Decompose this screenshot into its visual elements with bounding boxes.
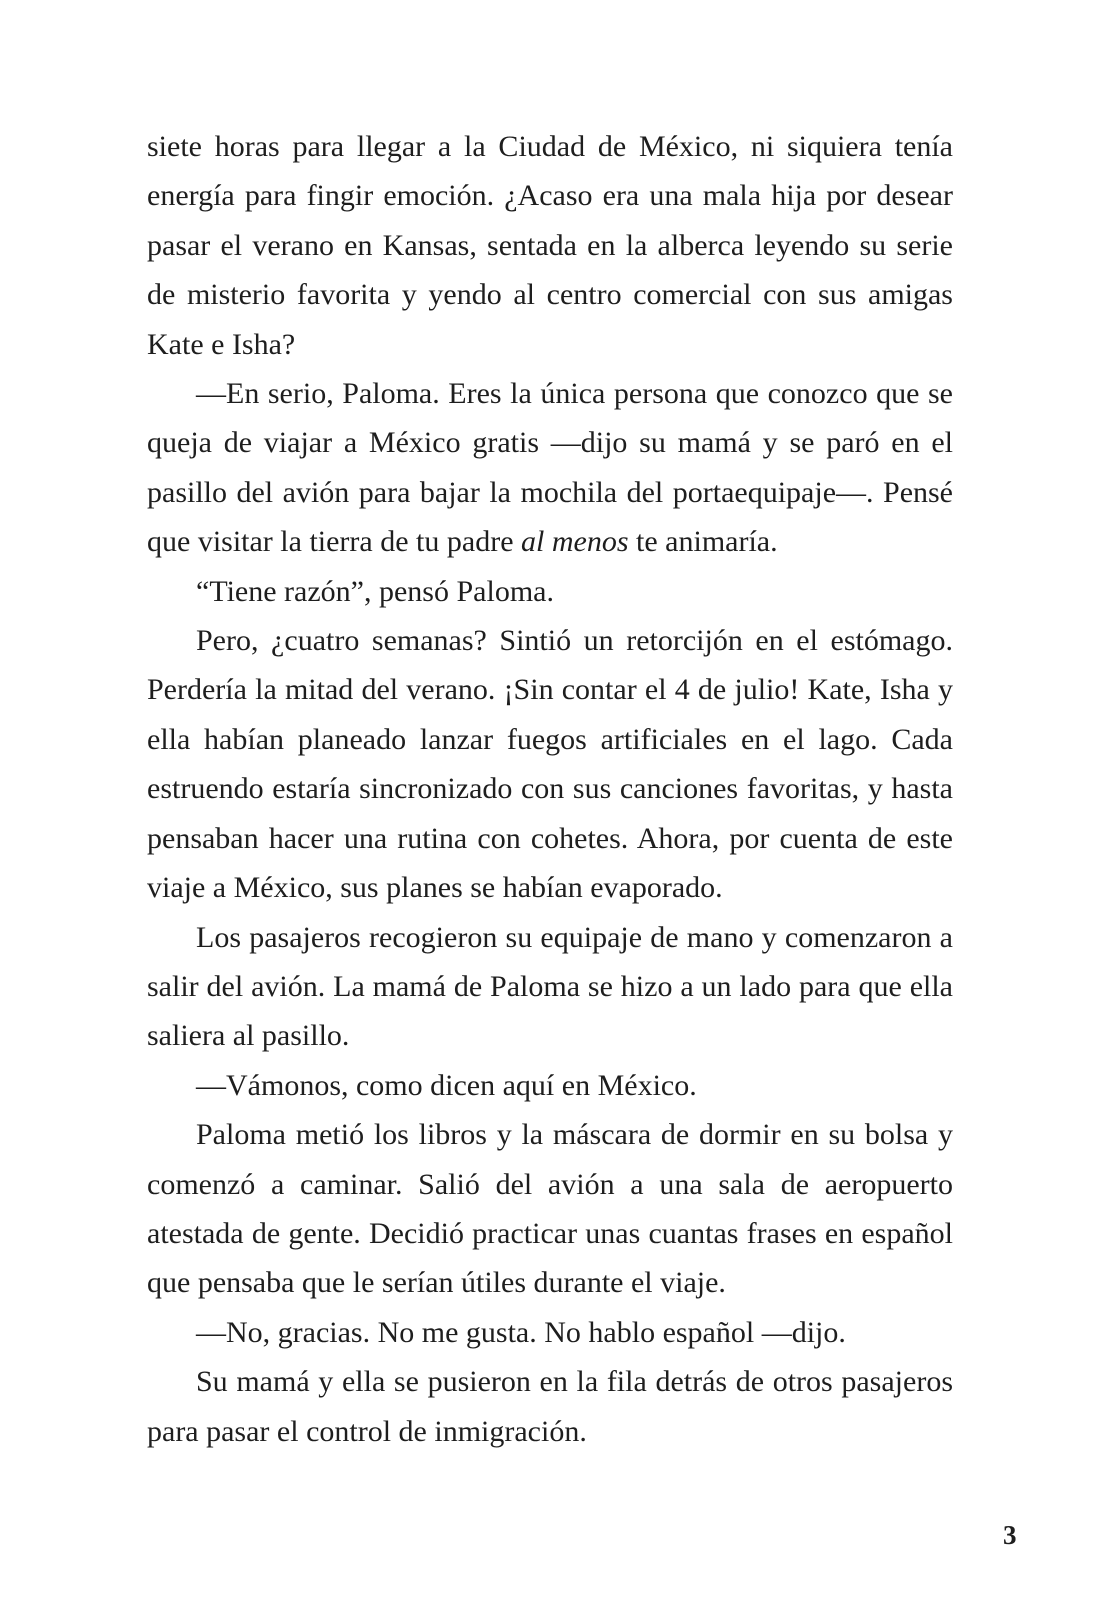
paragraph (147, 567, 953, 616)
paragraph-text: Pero, ¿cuatro semanas? Sintió un retorcijón en el estómago. Perdería la mitad del verano. ¡Sin contar el 4 de julio! Kate, Isha y ella habían planeado lanzar fuegos artificiales en el lago. Cada estruendo estaría sincronizado con sus canciones favoritas, y hasta pensaban hacer una rutina con cohetes. Ahora, por cuenta de este viaje a México, sus planes se habían evaporado. (147, 624, 953, 905)
paragraph (147, 616, 953, 912)
paragraph (147, 1357, 953, 1456)
paragraph (147, 369, 953, 567)
paragraph (147, 1061, 953, 1110)
paragraph-text: “Tiene razón”, pensó Paloma. (196, 574, 554, 608)
paragraph-text: Los pasajeros recogieron su equipaje de mano y comenzaron a salir del avión. La mamá de Paloma se hizo a un lado para que ella saliera al pasillo. (147, 920, 953, 1053)
paragraph (147, 1110, 953, 1308)
paragraph-text: —No, gracias. No me gusta. No hablo español —dijo. (196, 1315, 846, 1349)
paragraph-text: siete horas para llegar a la Ciudad de México, ni siquiera tenía energía para fingir emoción. ¿Acaso era una mala hija por desear pasar el verano en Kansas, sentada en la alberca leyendo su serie de misterio favorita y yendo al centro comercial con sus amigas Kate e Isha? (147, 130, 953, 361)
paragraph-text: te animaría. (628, 525, 778, 559)
paragraph (147, 122, 953, 369)
paragraph (147, 1308, 953, 1357)
paragraph-text: Su mamá y ella se pusieron en la fila detrás de otros pasajeros para pasar el control de inmigración. (147, 1365, 953, 1448)
paragraph-text: —En serio, Paloma. Eres la única persona que conozco que se queja de viajar a México gratis —dijo su mamá y se paró en el pasillo del avión para bajar la mochila del portaequipaje—. Pensé que visitar la tierra de tu padre (147, 377, 953, 559)
emphasis-text: al menos (521, 525, 629, 559)
page-number: 3 (1003, 1520, 1017, 1550)
paragraph-text: Paloma metió los libros y la máscara de dormir en su bolsa y comenzó a caminar. Salió del avión a una sala de aeropuerto atestada de gente. Decidió practicar unas cuantas frases en español que pensaba que le serían útiles durante el viaje. (147, 1118, 953, 1300)
paragraph-text: —Vámonos, como dicen aquí en México. (196, 1068, 697, 1102)
paragraph (147, 913, 953, 1061)
page-body (147, 122, 953, 1456)
